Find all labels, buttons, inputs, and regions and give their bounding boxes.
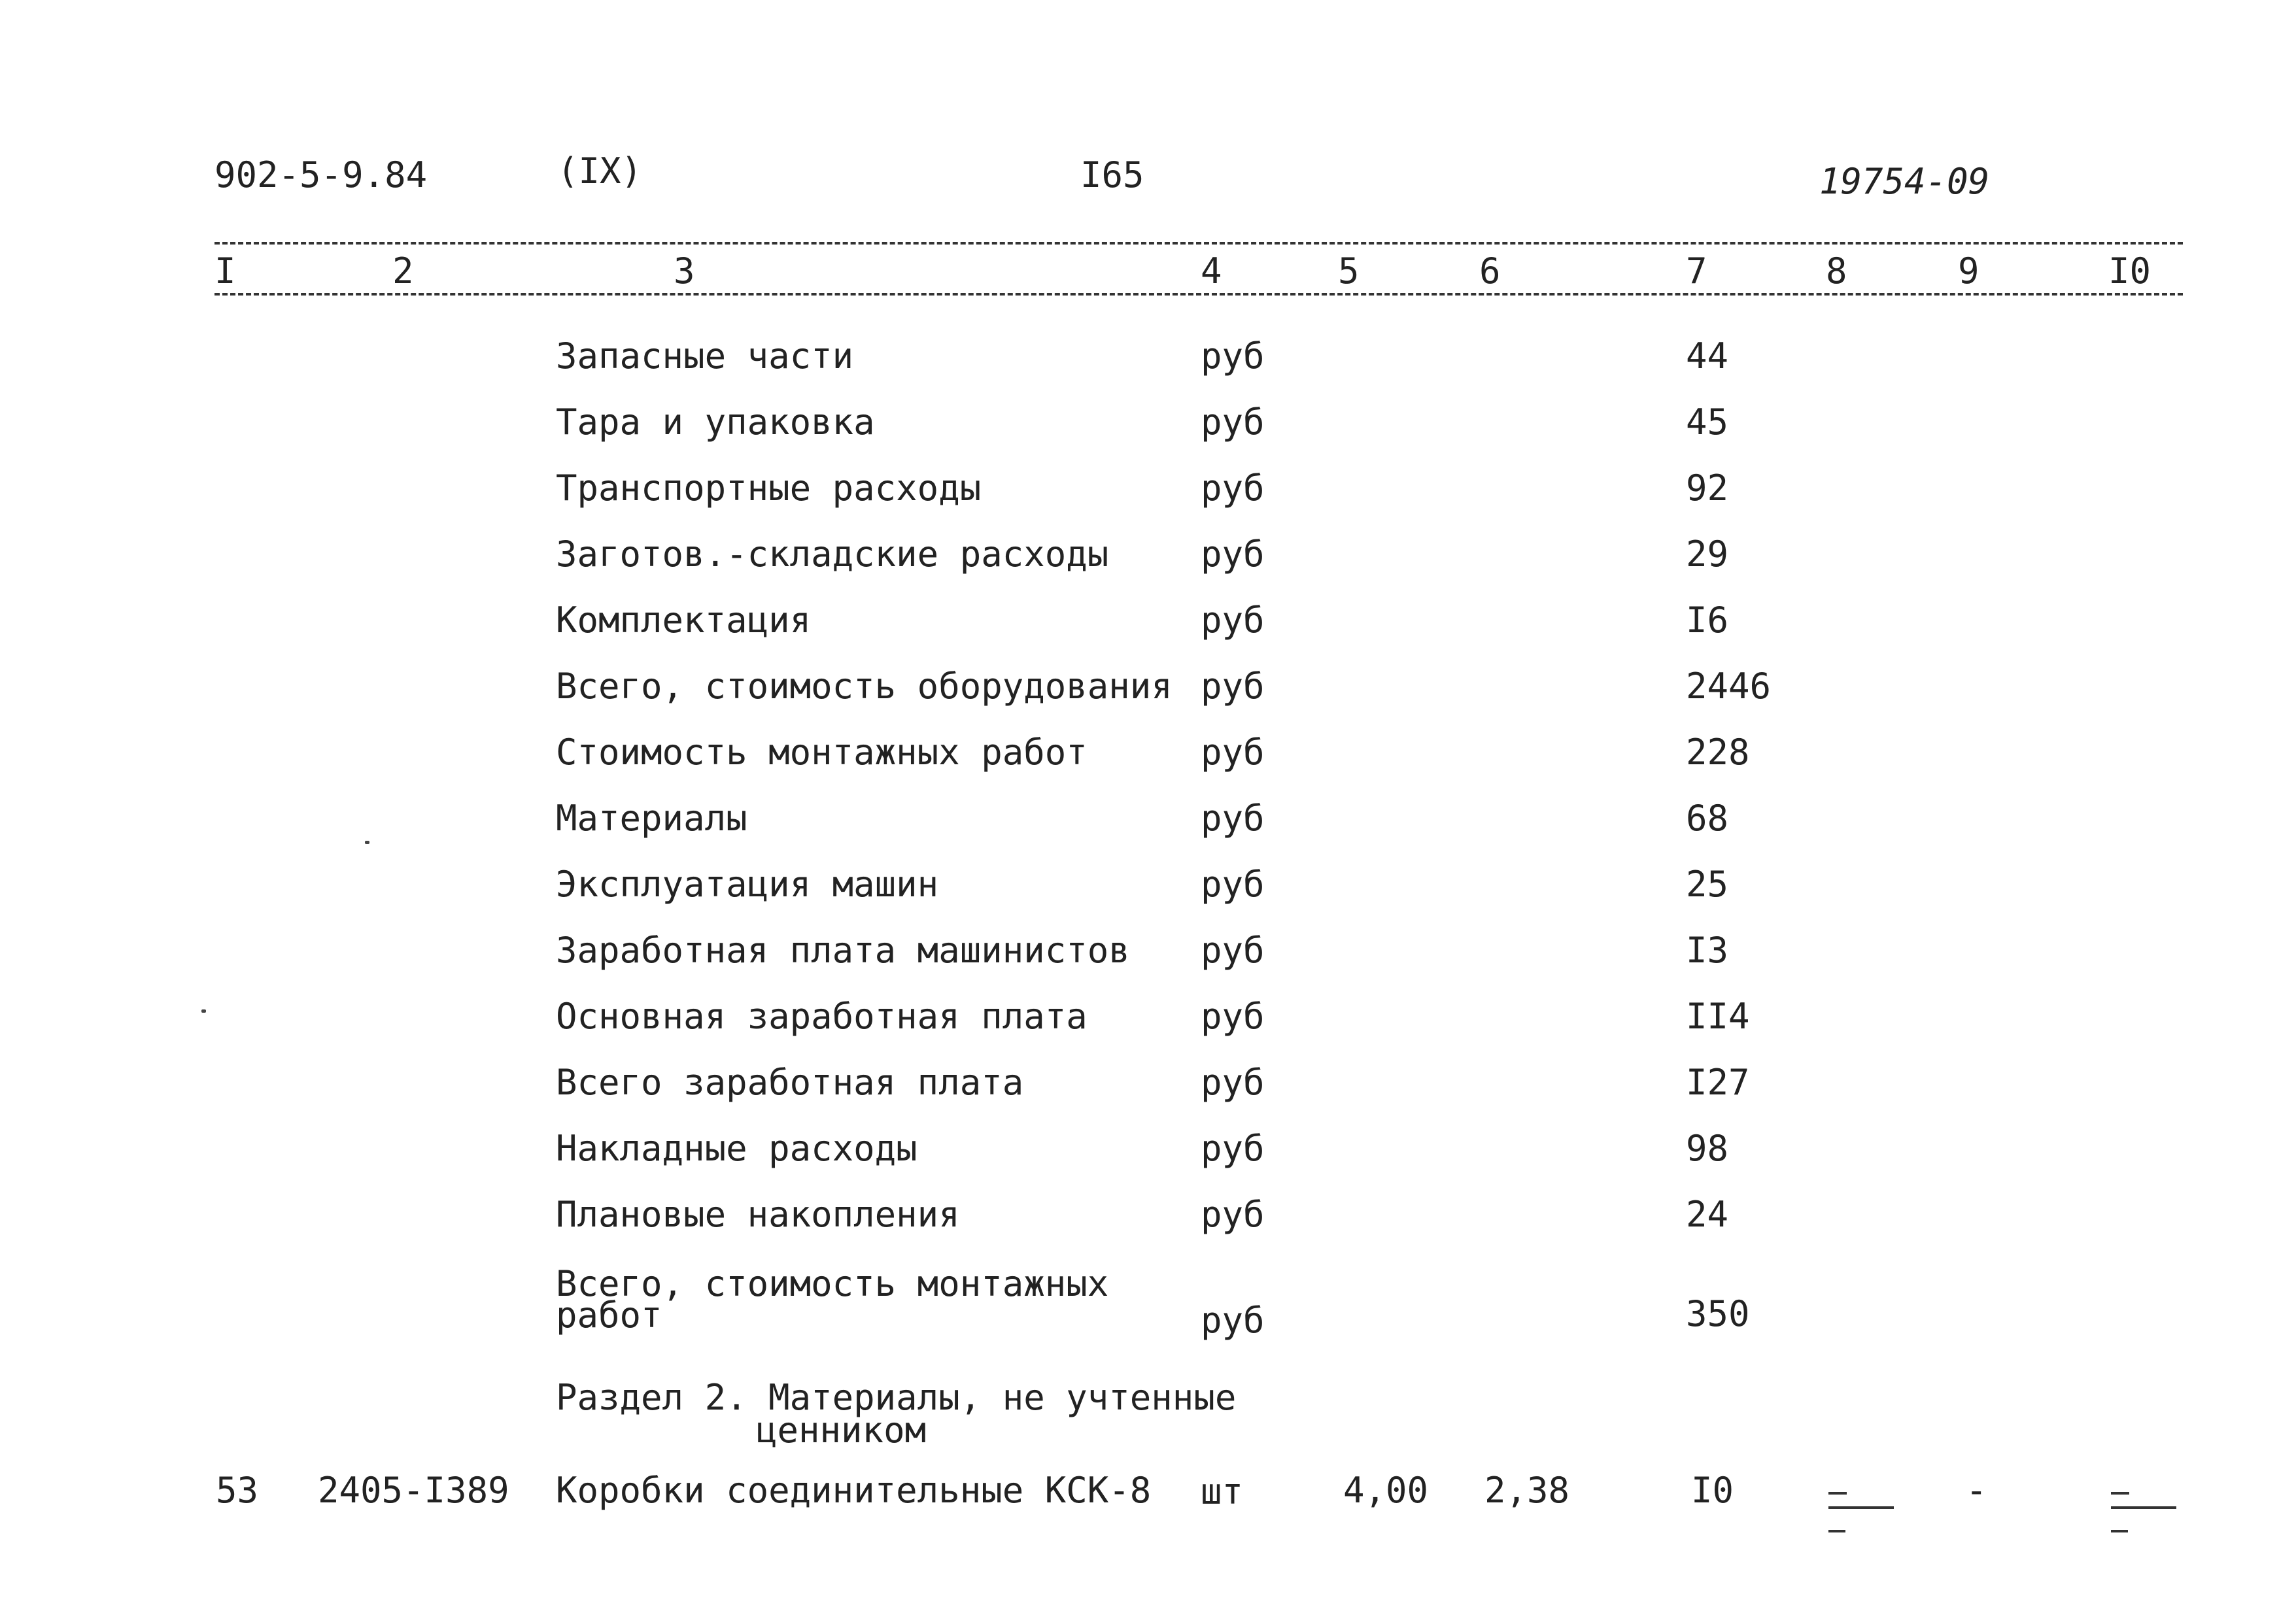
scan-speck xyxy=(201,1009,206,1013)
header-rule-top xyxy=(214,242,2183,245)
row-name: Плановые накопления xyxy=(556,1194,960,1235)
section-2-heading xyxy=(556,1379,1236,1449)
row-value: 25 xyxy=(1686,864,1729,905)
row-unit: руб xyxy=(1201,1194,1265,1235)
row-name-line1: Всего, стоимость монтажных xyxy=(556,1263,1109,1304)
item-column-9: - xyxy=(1966,1470,1987,1511)
row-unit: руб xyxy=(1201,930,1265,971)
row-value: 44 xyxy=(1686,335,1729,377)
row-name xyxy=(556,1263,1109,1336)
section-2-heading-line2: ценником xyxy=(756,1410,927,1451)
item-total: I0 xyxy=(1691,1470,1734,1511)
archive-stamp: 19754-09 xyxy=(1819,161,1990,202)
column-number-3: 3 xyxy=(674,250,695,292)
column-number-5: 5 xyxy=(1338,250,1360,292)
row-value: I3 xyxy=(1686,930,1729,971)
item-number: 53 xyxy=(216,1470,259,1511)
scan-speck xyxy=(365,841,369,844)
row-name: Всего заработная плата xyxy=(556,1062,1024,1103)
column-number-2: 2 xyxy=(392,250,414,292)
column-number-10: I0 xyxy=(2108,250,2151,292)
column-8-mark xyxy=(1828,1506,1894,1509)
section-2-heading-line1: Раздел 2. Материалы, не учтенные xyxy=(556,1377,1237,1418)
row-value: 92 xyxy=(1686,467,1729,509)
page-number: I65 xyxy=(1080,154,1144,195)
row-unit: руб xyxy=(1201,798,1265,839)
column-10-mark xyxy=(2111,1530,2128,1532)
row-unit: руб xyxy=(1201,401,1265,443)
column-number-6: 6 xyxy=(1479,250,1501,292)
row-value: 98 xyxy=(1686,1128,1729,1169)
item-quantity: 4,00 xyxy=(1343,1470,1429,1511)
column-8-mark xyxy=(1828,1530,1845,1532)
row-value: I27 xyxy=(1686,1062,1750,1103)
row-name: Материалы xyxy=(556,798,747,839)
column-number-9: 9 xyxy=(1958,250,1979,292)
row-value: 45 xyxy=(1686,401,1729,443)
row-unit: руб xyxy=(1201,996,1265,1037)
row-value: 228 xyxy=(1686,732,1750,773)
row-unit: руб xyxy=(1201,1300,1265,1341)
header-rule-bottom xyxy=(214,293,2183,296)
item-code: 2405-I389 xyxy=(318,1470,509,1511)
row-unit: руб xyxy=(1201,533,1265,575)
column-10-mark xyxy=(2111,1492,2129,1495)
row-unit: руб xyxy=(1201,666,1265,707)
row-unit: руб xyxy=(1201,1128,1265,1169)
row-unit: руб xyxy=(1201,732,1265,773)
row-name: Тара и упаковка xyxy=(556,401,875,443)
row-name: Запасные части xyxy=(556,335,854,377)
row-unit: руб xyxy=(1201,600,1265,641)
row-unit: руб xyxy=(1201,335,1265,377)
row-name: Всего, стоимость оборудования xyxy=(556,666,1173,707)
column-number-1: I xyxy=(214,250,236,292)
row-unit: руб xyxy=(1201,467,1265,509)
row-value: I6 xyxy=(1686,600,1729,641)
column-10-mark xyxy=(2111,1506,2176,1509)
row-value: 68 xyxy=(1686,798,1729,839)
row-name: Накладные расходы xyxy=(556,1128,917,1169)
row-value: 350 xyxy=(1686,1293,1750,1334)
row-name: Транспортные расходы xyxy=(556,467,982,509)
row-value: 24 xyxy=(1686,1194,1729,1235)
item-price: 2,38 xyxy=(1484,1470,1570,1511)
column-8-mark xyxy=(1828,1492,1847,1495)
section-number: (IX) xyxy=(557,150,643,192)
document-code: 902-5-9.84 xyxy=(214,154,428,195)
row-value: II4 xyxy=(1686,996,1750,1037)
row-name: Эксплуатация машин xyxy=(556,864,939,905)
column-number-8: 8 xyxy=(1826,250,1847,292)
row-unit: руб xyxy=(1201,1062,1265,1103)
row-value: 2446 xyxy=(1686,666,1772,707)
row-name-line2: работ xyxy=(556,1294,662,1336)
row-name: Комплектация xyxy=(556,600,812,641)
column-number-4: 4 xyxy=(1201,250,1222,292)
row-name: Основная заработная плата xyxy=(556,996,1088,1037)
row-value: 29 xyxy=(1686,533,1729,575)
row-name: Заготов.-складские расходы xyxy=(556,533,1109,575)
row-name: Стоимость монтажных работ xyxy=(556,732,1088,773)
item-name: Коробки соединительные КСК-8 xyxy=(556,1470,1152,1511)
column-number-7: 7 xyxy=(1686,250,1707,292)
item-unit: шт xyxy=(1201,1471,1244,1512)
row-name: Заработная плата машинистов xyxy=(556,930,1130,971)
row-unit: руб xyxy=(1201,864,1265,905)
